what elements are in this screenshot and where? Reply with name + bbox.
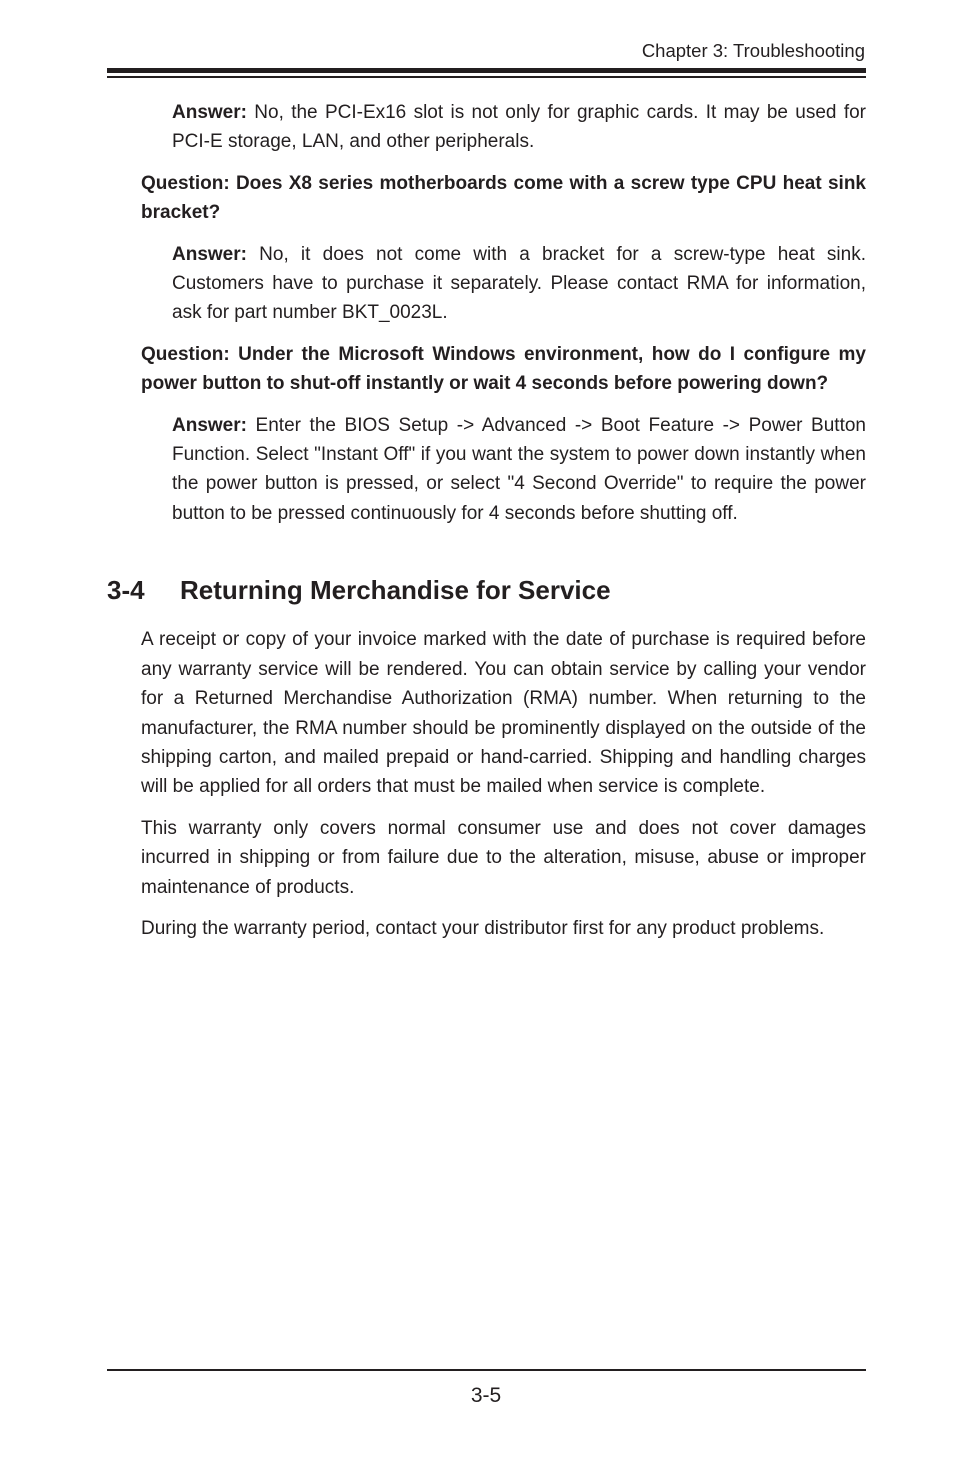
answer-label: Answer: — [172, 414, 247, 436]
header-rule-thin — [107, 76, 866, 78]
footer-rule — [107, 1369, 866, 1371]
faq-question-3: Question: Under the Microsoft Windows environment, how do I configure my power button to shut-off instantly or wait 4 seconds before powering down? — [141, 343, 866, 395]
faq-answer-2 — [172, 240, 866, 328]
section-title: Returning Merchandise for Service — [180, 575, 611, 606]
section-paragraph-2: This warranty only covers normal consumer use and does not cover damages incurred in shipping or from failure due to the alteration, misuse, abuse or improper maintenance of products. — [141, 817, 866, 898]
section-paragraph-3: During the warranty period, contact your distributor first for any product problems. — [141, 917, 825, 939]
answer-text: No, the PCI-Ex16 slot is not only for graphic cards. It may be used for PCI-E storage, LAN, and other peripherals. — [172, 102, 866, 153]
section-number: 3-4 — [107, 575, 145, 606]
page-content — [0, 98, 954, 943]
running-header: Chapter 3: Troubleshooting — [641, 40, 865, 61]
faq-answer-1 — [172, 98, 866, 157]
answer-label: Answer: — [172, 102, 247, 123]
answer-text: Enter the BIOS Setup -> Advanced -> Boot Feature -> Power Button Function. Select "Instant Off" if you want the system to power down instantly when the power button is pressed, or select "4 Second Override" to require the power button to be pressed continuously for 4 seconds before shutting off. — [172, 414, 866, 524]
section-paragraph-1: A receipt or copy of your invoice marked with the date of purchase is required before any warranty service will be rendered. You can obtain service by calling your vendor for a Returned Merchandise Authorization (RMA) number. When returning to the manufacturer, the RMA number should be prominently displayed on the outside of the shipping carton, and mailed prepaid or hand-carried. Shipping and handling charges will be applied for all orders that must be mailed when service is complete. — [141, 629, 866, 798]
page-number: 3-5 — [470, 1384, 502, 1407]
answer-text: No, it does not come with a bracket for a screw-type heat sink. Customers have to purchase it separately. Please contact RMA for information, ask for part number BKT_0023L. — [172, 243, 866, 324]
section-heading — [107, 574, 954, 606]
header-rule-thick — [107, 68, 866, 73]
answer-label: Answer: — [172, 243, 247, 265]
faq-question-2: Question: Does X8 series motherboards come with a screw type CPU heat sink bracket? — [141, 172, 866, 224]
faq-answer-3 — [172, 411, 866, 529]
